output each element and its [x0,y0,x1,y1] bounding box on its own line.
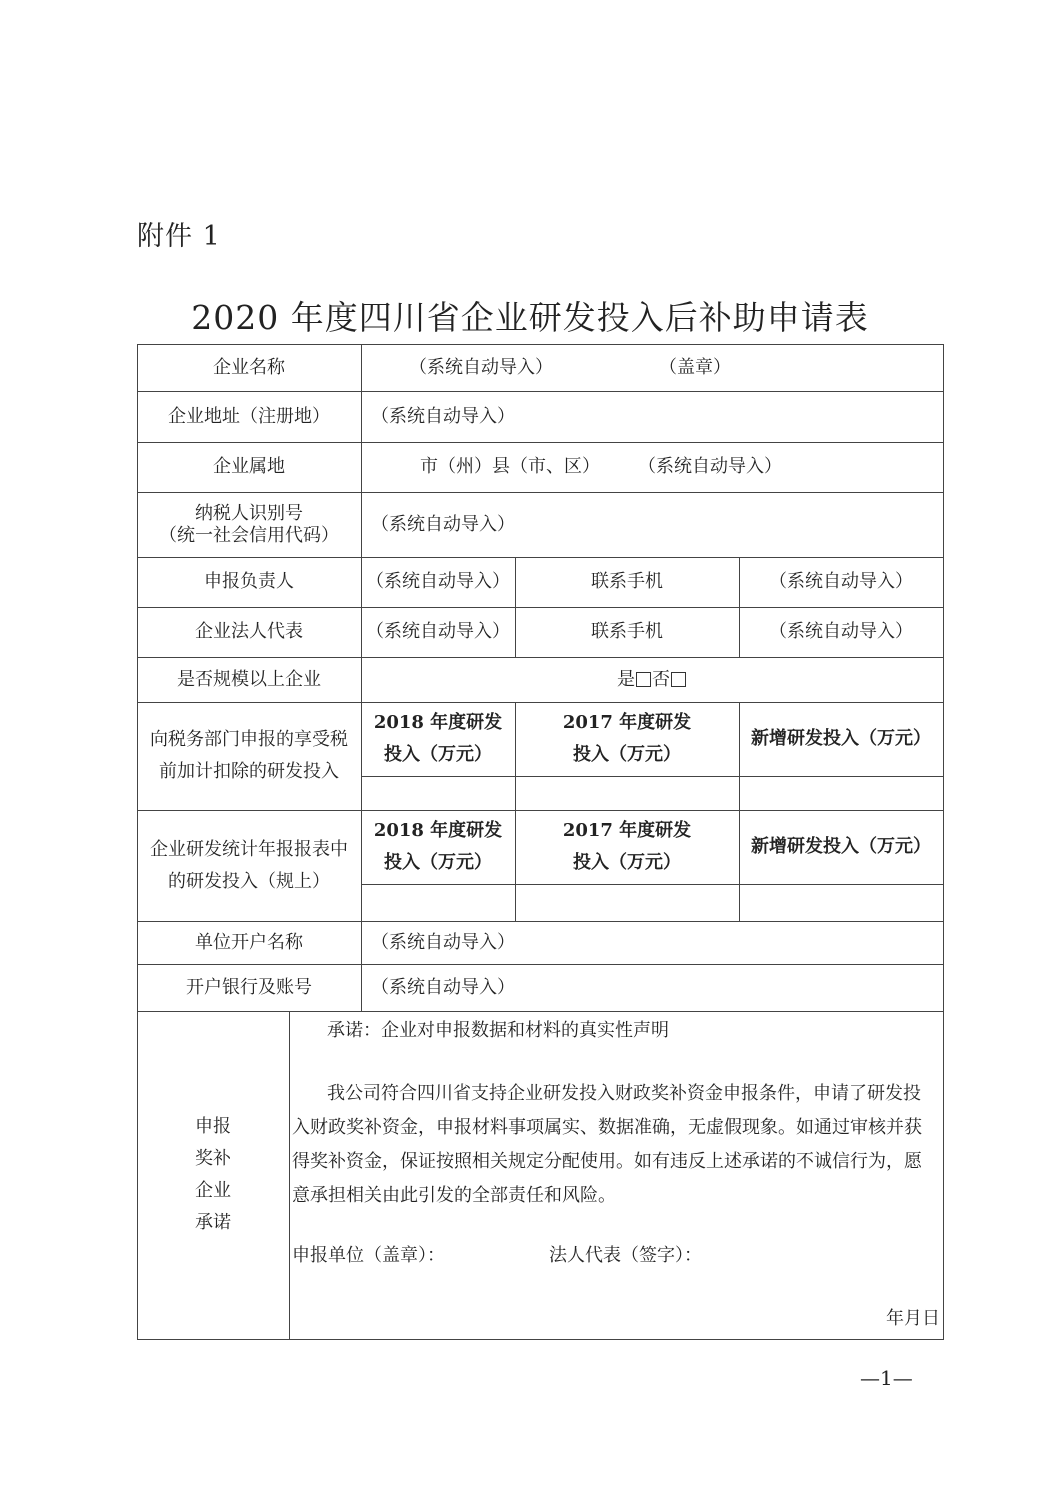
commitment-paragraph-line: 得奖补资金，保证按照相关规定分配使用。如有违反上述承诺的不诚信行为，愿 [292,1151,922,1172]
above-scale-yes-label: 是 [617,668,635,690]
account-name-value[interactable]: （系统自动导入） [371,931,515,953]
taxpayer-id-label-line2: （统一社会信用代码） [159,524,339,546]
tax-rd-2018-header-line2: 投入（万元） [384,744,492,765]
stat-rd-new-header: 新增研发投入（万元） [751,836,931,857]
commitment-label-char: 申报 [195,1116,231,1137]
company-seal-note: （盖章） [659,356,731,378]
stat-rd-2017-input[interactable] [515,884,739,921]
commitment-paragraph-line: 入财政奖补资金，申报材料事项属实、数据准确，无虚假现象。如通过审核并获 [292,1117,922,1138]
company-name-label: 企业名称 [213,356,285,378]
above-scale-label: 是否规模以上企业 [177,668,321,690]
stat-rd-2018-header-line1: 2018 年度研发 [373,820,503,841]
stat-rd-new-input[interactable] [739,884,943,921]
tax-rd-2017-input[interactable] [515,776,739,810]
commitment-paragraph-line: 我公司符合四川省支持企业研发投入财政奖补资金申报条件，申请了研发投 [327,1083,921,1104]
declarant-label: 申报负责人 [204,571,294,592]
company-location-label: 企业属地 [213,456,285,477]
tax-rd-new-input[interactable] [739,776,943,810]
declarant-phone-label: 联系手机 [591,571,663,592]
form-title: 2020 年度四川省企业研发投入后补助申请表 [191,298,869,337]
declarant-phone-value[interactable]: （系统自动导入） [769,571,913,592]
attachment-label: 附件 1 [137,221,221,252]
tax-rd-2018-header-line1: 2018 年度研发 [373,712,503,733]
declarant-value[interactable]: （系统自动导入） [366,571,510,592]
legal-rep-phone-label: 联系手机 [591,621,663,642]
sign-unit-label: 申报单位（盖章）： [292,1245,445,1266]
account-name-label: 单位开户名称 [195,931,303,953]
commitment-date-label: 年月日 [886,1308,940,1329]
stat-rd-2017-header-line1: 2017 年度研发 [562,820,692,841]
stat-rd-2018-input[interactable] [361,884,515,921]
page-number: —1— [860,1366,913,1390]
bank-account-label: 开户银行及账号 [186,976,312,998]
company-location-value: （系统自动导入） [638,456,782,477]
stat-rd-label-line1: 企业研发统计年报报表中 [150,838,348,860]
sign-legal-rep-label: 法人代表（签字）： [549,1245,702,1266]
stat-rd-label [137,810,361,921]
company-address-label: 企业地址（注册地） [168,405,330,427]
tax-rd-label-line2: 前加计扣除的研发投入 [159,761,339,782]
tax-rd-label-line1: 向税务部门申报的享受税 [150,729,348,750]
commitment-paragraph-line: 意承担相关由此引发的全部责任和风险。 [292,1185,616,1206]
stat-rd-label-line2: 的研发投入（规上） [168,870,330,892]
tax-rd-new-header: 新增研发投入（万元） [751,728,931,749]
legal-rep-phone-value[interactable]: （系统自动导入） [769,621,913,642]
stat-rd-2018-header [361,810,515,884]
legal-rep-label: 企业法人代表 [195,621,303,642]
taxpayer-id-label [137,492,361,557]
above-scale-options [361,657,943,702]
tax-rd-2017-header [515,702,739,776]
commitment-label [137,1011,289,1339]
above-scale-no-checkbox[interactable] [671,672,686,687]
taxpayer-id-value[interactable]: （系统自动导入） [371,513,515,535]
commitment-label-char: 奖补 [195,1148,231,1169]
taxpayer-id-label-line1: 纳税人识别号 [195,502,303,524]
legal-rep-value[interactable]: （系统自动导入） [366,621,510,642]
stat-rd-2018-header-line2: 投入（万元） [384,852,492,873]
tax-rd-label [137,702,361,810]
stat-rd-2017-header-line2: 投入（万元） [573,852,681,873]
bank-account-value[interactable]: （系统自动导入） [371,976,515,998]
tax-rd-2018-input[interactable] [361,776,515,810]
commitment-label-char: 承诺 [195,1212,231,1233]
above-scale-yes-checkbox[interactable] [636,672,651,687]
commitment-label-char: 企业 [195,1180,231,1201]
stat-rd-2017-header [515,810,739,884]
tax-rd-2017-header-line1: 2017 年度研发 [562,712,692,733]
commitment-heading: 承诺：企业对申报数据和材料的真实性声明 [327,1020,669,1041]
tax-rd-2017-header-line2: 投入（万元） [573,744,681,765]
company-address-value[interactable]: （系统自动导入） [371,405,515,427]
company-location-region[interactable]: 市（州）县（市、区） [420,456,600,477]
tax-rd-2018-header [361,702,515,776]
above-scale-no-label: 否 [652,668,670,690]
company-name-value[interactable]: （系统自动导入） [409,356,553,378]
